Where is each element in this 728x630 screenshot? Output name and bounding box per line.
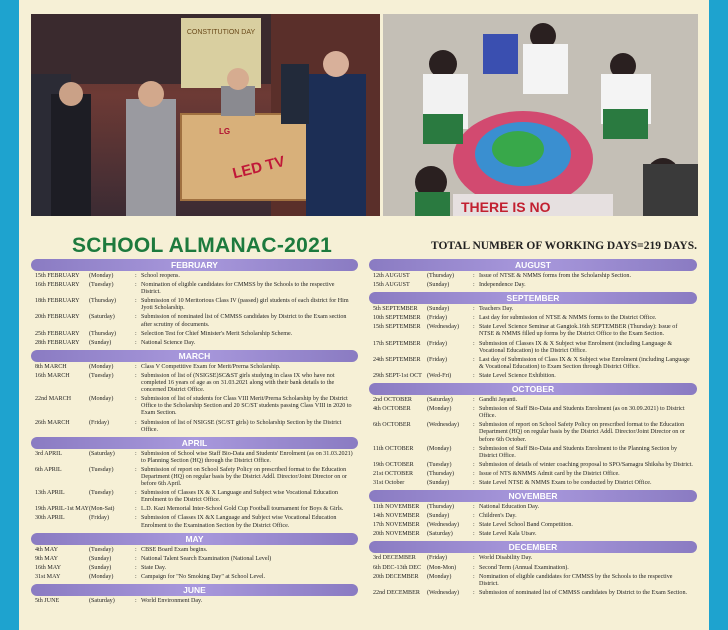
event-date: 19th OCTOBER (373, 461, 414, 468)
event-weekday: (Saturday) (427, 397, 453, 404)
event-description: Submission of nominated list of CMMSS candidates by District to the Exam section after scrutiny of documents. (141, 314, 347, 328)
event-row (369, 397, 697, 404)
event-date: 2nd OCTOBER (373, 397, 412, 404)
box-product-text: LED TV (230, 153, 287, 183)
event-weekday: (Wed-Fri) (427, 372, 452, 379)
event-date: 3rd DECEMBER (373, 555, 416, 562)
event-weekday: (Sunday) (427, 306, 450, 313)
event-weekday: (Sunday) (427, 282, 450, 289)
event-date: 24th SEPTEMBER (373, 356, 421, 363)
event-description: Campaign for "No Smoking Day" at School Level. (141, 573, 266, 580)
event-date: 19th APRIL-1st MAY (35, 506, 89, 513)
event-weekday: (Tuesday) (89, 546, 114, 553)
event-weekday: (Sunday) (89, 339, 112, 346)
event-weekday: (Monday) (427, 406, 452, 413)
event-date: 15th FEBRUARY (35, 273, 80, 279)
month-header: DECEMBER (369, 541, 697, 553)
event-weekday: (Friday) (89, 419, 109, 426)
event-date: 17th SEPTEMBER (373, 340, 421, 347)
event-weekday: (Tuesday) (427, 461, 452, 468)
event-row (369, 315, 697, 322)
month-section-february (31, 259, 358, 347)
separator: : (473, 340, 475, 347)
event-date: 4th MAY (35, 546, 58, 553)
separator: : (473, 315, 475, 322)
event-description: Submission of Classes IX & X Subject wise Enrolment (including Language & Vocational Education) to the District Office. (479, 340, 673, 354)
separator: : (473, 564, 475, 571)
event-row (369, 531, 697, 538)
event-weekday: (Monday) (427, 445, 452, 452)
event-description: World Environment Day. (141, 598, 203, 604)
month-header: NOVEMBER (369, 490, 697, 502)
event-description: Submission of list of (NSIGSE)SC&ST girls studying in class IX who have not completed 16 years of age as on 31.03.2021 along with their bank details to the concerned District Office. (141, 372, 335, 394)
event-date: 28th FEBRUARY (35, 339, 80, 346)
event-description: Submission of details of winter coaching proposal to SPO/Samagra Shiksha by District. (479, 461, 693, 468)
separator: : (473, 479, 475, 486)
event-row (369, 504, 697, 511)
event-weekday: (Wednesday) (427, 422, 459, 429)
separator: : (135, 282, 137, 289)
event-description: Submission of Classes IX & X Language and Subject wise Vocational Education Enrolment to the District Office. (141, 490, 338, 504)
event-row (369, 341, 697, 355)
event-description: Submission of Staff Bio-Data and Students Enrolment (as on 30.09.2021) to District Office. (479, 406, 685, 420)
event-row (369, 446, 697, 460)
event-weekday: (Thursday) (427, 273, 455, 279)
separator: : (473, 273, 475, 279)
event-weekday: (Friday) (89, 515, 109, 522)
event-date: 31st MAY (35, 573, 61, 580)
event-weekday: (Wednesday) (427, 589, 459, 596)
event-description: Issue of NTSE & NMMS forms from the Scholarship Section. (479, 273, 631, 279)
separator: : (135, 330, 137, 337)
separator: : (473, 356, 475, 363)
event-row (31, 574, 358, 581)
separator: : (135, 598, 137, 604)
total-working-days: TOTAL NUMBER OF WORKING DAYS=219 DAYS. (431, 240, 697, 252)
separator: : (473, 397, 475, 404)
event-weekday: (Sunday) (89, 555, 112, 562)
event-description: Submission of list of students for Class VIII Merit/Prerna Scholarship by the District Office to the Scholarship Section and 20 SC/ST students passing Class VIII in 2020 to Exam Section. (141, 396, 352, 417)
event-row (369, 590, 697, 597)
event-description: Teachers Day. (479, 306, 514, 313)
separator: : (473, 445, 475, 452)
month-section-august (369, 259, 697, 289)
separator: : (135, 564, 137, 571)
separator: : (135, 419, 137, 426)
separator: : (135, 339, 137, 346)
separator: : (473, 555, 475, 562)
event-row (31, 598, 358, 605)
banner-text: CONSTITUTION DAY (186, 29, 256, 36)
event-weekday: (Friday) (427, 315, 447, 322)
event-weekday: (Saturday) (89, 314, 115, 321)
separator: : (473, 522, 475, 529)
event-row (31, 565, 358, 572)
event-date: 6th DEC-13th DEC (373, 564, 422, 571)
event-date: 3rd APRIL (35, 450, 62, 457)
event-description: Submission of Classes IX &X Language and Subject wise Vocational Education Enrolment to the Examination Section by the District Office. (141, 515, 337, 529)
separator: : (473, 513, 475, 520)
event-date: 4th OCTOBER (373, 406, 411, 413)
event-description: L.D. Kazi Memorial Inter-School Gold Cup Football tournament for Boys & Girls. (141, 506, 344, 513)
event-row (31, 467, 358, 488)
month-section-december (369, 541, 697, 596)
event-weekday: (Wednesday) (427, 324, 459, 331)
event-row (31, 556, 358, 563)
event-description: Gandhi Jayanti. (479, 397, 518, 404)
event-row (31, 282, 358, 296)
event-weekday: (Saturday) (89, 598, 115, 604)
event-weekday: (Thursday) (89, 298, 117, 305)
event-date: 10th SEPTEMBER (373, 315, 421, 322)
event-description: State Level Science Seminar at Gangtok.16th SEPTEMBER (Thursday): Issue of NTSE & NMMS filled up forms by the District Office to the Exam Section. (479, 324, 678, 338)
event-weekday: (Tuesday) (89, 490, 114, 497)
event-description: Nomination of eligible candidates for CMMSS by the Schools to the respective District. (141, 282, 335, 296)
event-row (31, 331, 358, 338)
event-row (31, 490, 358, 504)
event-description: Submission of nominated list of CMMSS candidates by District to the Exam Section. (479, 589, 688, 596)
event-description: Submission of list of NSIGSE (SC/ST girls) to Scholarship Section by the District Office. (141, 419, 342, 433)
event-description: State Level Kala Utsav. (479, 531, 537, 538)
event-weekday: (Friday) (427, 356, 447, 363)
event-description: School reopens. (141, 273, 180, 279)
month-header: SEPTEMBER (369, 292, 697, 304)
separator: : (135, 396, 137, 403)
event-description: Submission of Staff Bio-Data and Students Enrolment to the Planning Section by District Office. (479, 445, 678, 459)
event-weekday: (Monday) (89, 363, 114, 370)
event-row (369, 555, 697, 562)
month-section-october (369, 383, 697, 487)
separator: : (135, 298, 137, 305)
box-brand-text: LG (219, 127, 231, 136)
event-row (31, 451, 358, 465)
event-date: 22nd MARCH (35, 396, 72, 403)
event-row (369, 324, 697, 338)
event-row (369, 306, 697, 313)
event-date: 22nd DECEMBER (373, 589, 420, 596)
event-row (369, 357, 697, 371)
event-date: 25th FEBRUARY (35, 330, 80, 337)
photo-rangoli-students (383, 14, 698, 216)
page-title: SCHOOL ALMANAC-2021 (72, 234, 333, 257)
event-date: 14th NOVEMBER (373, 513, 420, 520)
event-weekday: (Thursday) (89, 330, 117, 337)
month-header: MAY (31, 533, 358, 545)
event-row (31, 515, 358, 529)
event-description: State Level Science Exhibition. (479, 372, 556, 379)
event-description: Submission of report on School Safety Policy on prescribed format to the Education Department (HQ) on regular basis by the District Addl. Director/Joint Director on or before 6th October. (479, 422, 685, 443)
event-row (369, 513, 697, 520)
month-section-march (31, 350, 358, 434)
event-weekday: (Thursday) (427, 470, 455, 477)
event-weekday: (Sunday) (427, 479, 450, 486)
month-section-june (31, 584, 358, 605)
separator: : (473, 324, 475, 331)
separator: : (473, 422, 475, 429)
event-date: 20th DECEMBER (373, 573, 419, 580)
event-row (31, 547, 358, 554)
event-description: Independence Day. (479, 282, 526, 289)
event-weekday: (Sunday) (89, 564, 112, 571)
event-weekday: (Monday) (89, 396, 114, 403)
event-description: National Talent Search Examination (National Level) (141, 555, 272, 562)
event-row (369, 574, 697, 588)
event-row (369, 462, 697, 469)
event-row (31, 506, 358, 513)
separator: : (135, 273, 137, 279)
event-date: 8th MARCH (35, 363, 67, 370)
separator: : (135, 555, 137, 562)
event-row (369, 406, 697, 420)
event-row (369, 273, 697, 280)
event-description: State Level NTSE & NMMS Exam to be conducted by District Office. (479, 479, 652, 486)
month-header: AUGUST (369, 259, 697, 271)
month-section-september (369, 292, 697, 380)
event-description: Second Term (Annual Examination). (479, 564, 569, 571)
event-row (369, 565, 697, 572)
right-column (369, 259, 697, 600)
event-date: 16th FEBRUARY (35, 282, 80, 289)
month-header: MARCH (31, 350, 358, 362)
event-date: 29th SEPT-1st OCT (373, 372, 422, 379)
event-row (369, 471, 697, 478)
event-date: 17th NOVEMBER (373, 522, 420, 529)
separator: : (473, 406, 475, 413)
event-weekday: (Friday) (427, 340, 447, 347)
event-weekday: (Monday) (89, 573, 114, 580)
month-section-november (369, 490, 697, 538)
almanac-page (19, 0, 709, 630)
event-date: 6th OCTOBER (373, 422, 411, 429)
event-weekday: (Mon-Sat) (89, 506, 115, 513)
event-row (31, 420, 358, 434)
separator: : (135, 490, 137, 497)
event-date: 16th MAY (35, 564, 62, 571)
event-description: Children's Day. (479, 513, 517, 520)
separator: : (135, 573, 137, 580)
event-date: 12th AUGUST (373, 273, 410, 279)
event-description: Last day of Submission of Class IX & X Subject wise Enrolment (including Language & Vocational Education) to Exam Section through District Office. (479, 356, 690, 370)
event-weekday: (Monday) (427, 573, 452, 580)
event-description: State Day. (141, 564, 166, 571)
separator: : (473, 372, 475, 379)
event-date: 5th SEPTEMBER (373, 306, 418, 313)
event-row (31, 298, 358, 312)
separator: : (135, 546, 137, 553)
event-row (369, 422, 697, 443)
event-date: 11th NOVEMBER (373, 504, 420, 511)
event-row (369, 480, 697, 487)
separator: : (135, 372, 137, 379)
left-column (31, 259, 358, 608)
event-weekday: (Tuesday) (89, 282, 114, 289)
event-description: Nomination of eligible candidates for CMMSS by the Schools to the respective District. (479, 573, 673, 587)
event-description: Submission of School wise Staff Bio-Data and Students' Enrolment (as on 31.03.2021) to Planning Section (HQ) through the District Office. (141, 450, 353, 464)
event-row (31, 373, 358, 394)
event-description: Submission of report on School Safety Policy on prescribed format to the Education Department (HQ) on regular basis by the District Addl. Director/Joint Director on or before 6th April. (141, 466, 347, 488)
event-date: 9th MAY (35, 555, 58, 562)
event-description: National Education Day. (479, 504, 540, 511)
month-section-may (31, 533, 358, 581)
event-description: Last day for submission of NTSE & NMMS forms to the District Office. (479, 315, 657, 322)
event-description: State Level School Band Competition. (479, 522, 573, 529)
event-description: World Disability Day. (479, 555, 533, 562)
event-date: 30th APRIL (35, 515, 65, 522)
separator: : (135, 450, 137, 457)
event-description: Selection Test for Chief Minister's Merit Scholarship Scheme. (141, 330, 293, 337)
event-row (31, 396, 358, 417)
event-weekday: (Sunday) (427, 513, 450, 520)
event-weekday: (Saturday) (427, 531, 453, 538)
event-row (31, 340, 358, 347)
event-date: 18th FEBRUARY (35, 298, 80, 305)
event-date: 20th NOVEMBER (373, 531, 420, 538)
event-weekday: (Friday) (427, 555, 447, 562)
event-weekday: (Saturday) (89, 450, 115, 457)
separator: : (473, 531, 475, 538)
event-weekday: (Thursday) (427, 504, 455, 511)
photo-handover-ceremony (31, 14, 380, 216)
event-row (369, 282, 697, 289)
separator: : (473, 282, 475, 289)
event-weekday: (Tuesday) (89, 466, 114, 473)
event-description: National Science Day. (141, 339, 196, 346)
month-header: APRIL (31, 437, 358, 449)
event-date: 11th OCTOBER (373, 445, 414, 452)
separator: : (473, 470, 475, 477)
event-row (31, 364, 358, 371)
separator: : (135, 515, 137, 522)
event-description: Submission of 10 Meritorious Class IV (passed) girl students of each district for Him Jyoti Scholarship. (141, 298, 349, 312)
event-row (31, 273, 358, 280)
event-date: 16th MARCH (35, 372, 70, 379)
rangoli-text: THERE IS NO (461, 199, 551, 215)
month-header: FEBRUARY (31, 259, 358, 271)
event-description: Issue of NTS &NMMS Admit card by the District Office. (479, 470, 620, 477)
separator: : (135, 506, 137, 513)
event-date: 26th MARCH (35, 419, 70, 426)
event-row (369, 373, 697, 380)
event-row (369, 522, 697, 529)
event-date: 15th AUGUST (373, 282, 410, 289)
event-date: 15th SEPTEMBER (373, 324, 421, 331)
event-weekday: (Wednesday) (427, 522, 459, 529)
event-description: CBSE Board Exam begins. (141, 546, 208, 553)
event-date: 6th APRIL (35, 466, 62, 473)
separator: : (473, 504, 475, 511)
separator: : (135, 314, 137, 321)
month-header: OCTOBER (369, 383, 697, 395)
event-date: 21st OCTOBER (373, 470, 414, 477)
separator: : (473, 306, 475, 313)
event-weekday: (Mon-Mon) (427, 564, 457, 571)
event-date: 5th JUNE (35, 598, 60, 604)
event-date: 13th APRIL (35, 490, 65, 497)
month-section-april (31, 437, 358, 530)
month-header: JUNE (31, 584, 358, 596)
event-weekday: (Tuesday) (89, 372, 114, 379)
separator: : (473, 589, 475, 596)
event-date: 20th FEBRUARY (35, 314, 80, 321)
event-description: Class V Competitive Exam for Merit/Prerna Scholarship. (141, 363, 281, 370)
event-row (31, 314, 358, 328)
separator: : (135, 466, 137, 473)
separator: : (473, 461, 475, 468)
separator: : (135, 363, 137, 370)
event-weekday: (Monday) (89, 273, 114, 279)
event-date: 31st October (373, 479, 405, 486)
separator: : (473, 573, 475, 580)
